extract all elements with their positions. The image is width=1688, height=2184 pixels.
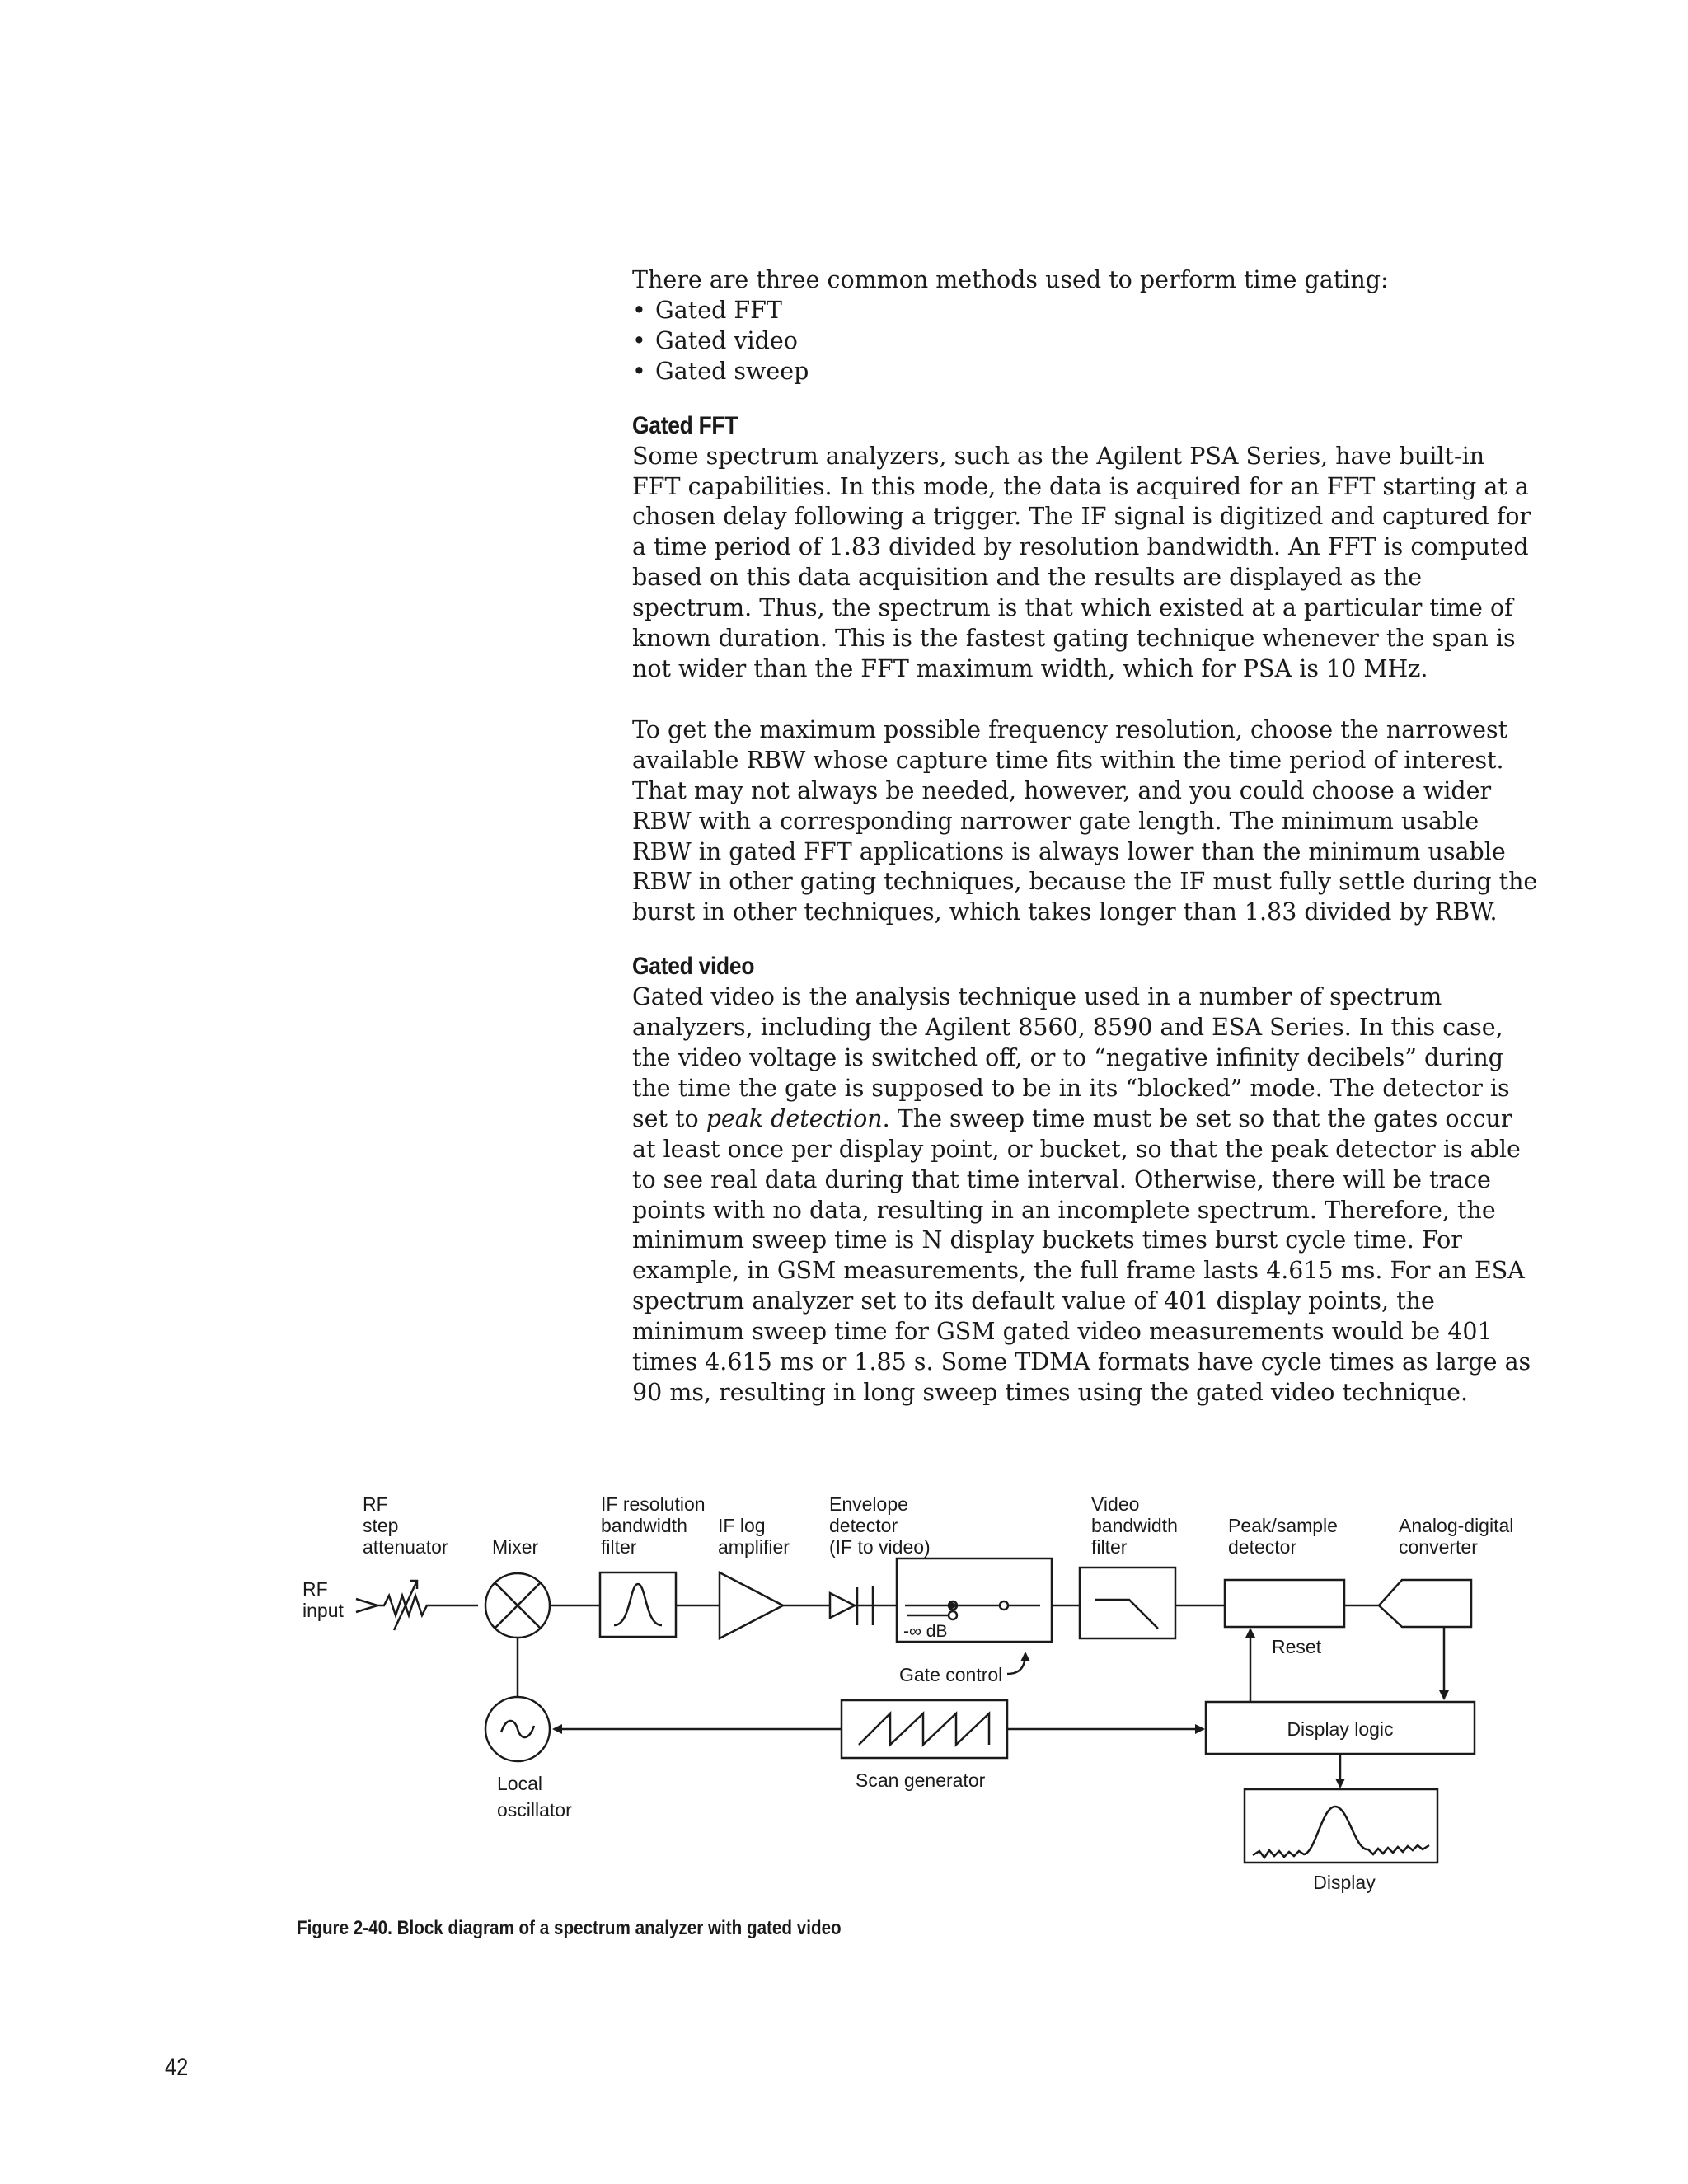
log-amp-label: IF log amplifier <box>718 1515 790 1558</box>
if-filter-label: IF resolution bandwidth filter <box>601 1493 706 1558</box>
paragraph: To get the maximum possible frequency resolution, choose the narrowest available RBW whose capture time fits within the time period of interest. That may not always be needed, however, and you could choose a wider RBW with a corresponding narrower gate length. The minimum usable RBW in gated FFT applications is always lower than the minimum usable RBW in other gating techniques, because the IF must fully settle during the burst in other techniques, which takes longer than 1.83 divided by RBW. <box>632 715 1538 926</box>
figure-caption: Figure 2-40. Block diagram of a spectrum analyzer with gated video <box>297 1917 842 1939</box>
attenuator-label: RF step attenuator <box>363 1493 448 1558</box>
mixer-icon <box>485 1573 550 1638</box>
video-filter-label: Video bandwidth filter <box>1091 1493 1178 1558</box>
scan-generator-label: Scan generator <box>856 1769 986 1791</box>
gate-switch-icon <box>873 1558 1052 1642</box>
display-label: Display <box>1313 1872 1376 1893</box>
heading-gated-fft: Gated FFT <box>632 411 738 439</box>
list-item: • Gated sweep <box>632 357 809 385</box>
local-oscillator-icon <box>485 1697 550 1761</box>
adc-label: Analog-digital converter <box>1399 1515 1514 1558</box>
display-logic-label: Display logic <box>1287 1718 1394 1740</box>
heading-gated-video: Gated video <box>632 953 755 981</box>
display-icon <box>1245 1789 1437 1863</box>
peak-detector-label: Peak/sample detector <box>1228 1515 1338 1558</box>
peak-detector-box <box>1225 1580 1344 1627</box>
log-amp-icon <box>720 1572 783 1638</box>
list-item: • Gated video <box>632 326 798 354</box>
rf-input-label: RF input <box>302 1578 344 1621</box>
paragraph-gated-video: Gated video is the analysis technique used in a number of spectrum analyzers, including the Agilent 8560, 8590 and ESA Series. In this case, the video voltage is switched off, or to “negative infinity decibels” during the time the gate is supposed to be in its “blocked” mode. The detector is set to peak detection. The sweep time must be set so that the gates occur at least once per display point, or bucket, so that the peak detector is able to see real data during that time interval. Otherwise, there will be trace points with no data, resulting in an incomplete spectrum. Therefore, the minimum sweep time is N display buckets times burst cycle time. For example, in GSM measurements, the full frame lasts 4.615 ms. For an ESA spectrum analyzer set to its default value of 401 display points, the minimum sweep time for GSM gated video measurements would be 401 times 4.615 ms or 1.85 s. Some TDMA formats have cycle times as large as 90 ms, resulting in long sweep times using the gated video technique. <box>632 983 1531 1406</box>
paragraph: Some spectrum analyzers, such as the Agilent PSA Series, have built-in FFT capabilities. In this mode, the data is acquired for an FFT starting at a chosen delay following a trigger. The IF signal is digitized and captured for a time period of 1.83 divided by resolution bandwidth. An FFT is computed based on this data acquisition and the results are displayed as the spectrum. Thus, the spectrum is that which existed at a particular time of known duration. This is the fastest gating technique whenever the span is not wider than the FFT maximum width, which for PSA is 10 MHz. <box>632 442 1531 682</box>
intro-lead: There are three common methods used to perform time gating: <box>632 266 1389 293</box>
gate-control-label: Gate control <box>899 1664 1003 1685</box>
envelope-detector-icon <box>830 1587 873 1625</box>
page-number: 42 <box>165 2054 189 2081</box>
if-filter-icon <box>600 1572 676 1637</box>
reset-label: Reset <box>1272 1636 1322 1657</box>
gate-control-arrow <box>1007 1653 1025 1674</box>
list-item: • Gated FFT <box>632 296 782 324</box>
attenuator-icon <box>356 1581 478 1630</box>
envelope-detector-label: Envelope detector (IF to video) <box>829 1493 931 1558</box>
mixer-label: Mixer <box>492 1536 539 1558</box>
switch-db-label: -∞ dB <box>903 1622 948 1641</box>
scan-generator-icon <box>842 1700 1007 1758</box>
adc-icon <box>1379 1580 1471 1627</box>
video-filter-icon <box>1080 1568 1175 1638</box>
local-oscillator-label: Local oscillator <box>497 1773 572 1821</box>
